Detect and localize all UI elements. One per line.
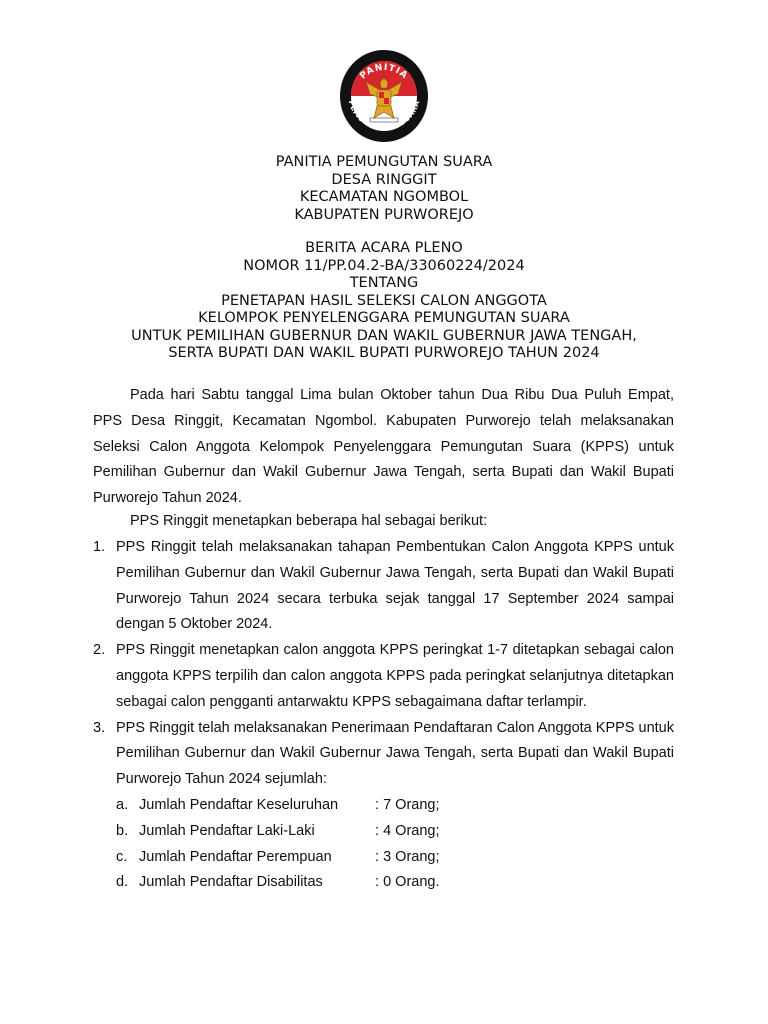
org-line-3: KECAMATAN NGOMBOL (299, 189, 469, 205)
org-line-1: PANITIA PEMUNGUTAN SUARA (275, 154, 493, 170)
sub-value: : 0 Orang. (375, 874, 440, 891)
title-line-1: BERITA ACARA PLENO (305, 240, 463, 256)
sub-list-item (116, 845, 674, 871)
sub-letter: c. (116, 848, 128, 865)
document-title (0, 240, 768, 363)
list-text: PPS Ringgit telah melaksanakan tahapan Pembentukan Calon Anggota KPPS untuk Pemilihan Gubernur dan Wakil Gubernur Jawa Tengah, serta Bupati dan Wakil Bupati Purworejo Tahun 2024 secara terbuka sejak tanggal 17 September 2024 sampai dengan 5 Oktober 2024. (116, 539, 674, 633)
intro-paragraph: PPS Ringgit menetapkan beberapa hal sebagai berikut: (130, 513, 488, 529)
sub-label: Jumlah Pendaftar Disabilitas (139, 874, 323, 891)
registrant-counts (116, 793, 674, 896)
sub-letter: a. (116, 796, 129, 813)
title-line-3: TENTANG (349, 275, 419, 291)
document-number: NOMOR 11/PP.04.2-BA/33060224/2024 (243, 257, 525, 274)
sub-list-item (116, 870, 674, 896)
sub-value: : 3 Orang; (375, 848, 440, 865)
sub-label: Jumlah Pendaftar Perempuan (139, 848, 332, 865)
title-line-4: PENETAPAN HASIL SELEKSI CALON ANGGOTA (221, 292, 547, 309)
sub-list-item (116, 819, 674, 845)
list-item (93, 716, 674, 897)
title-line-6: UNTUK PEMILIHAN GUBERNUR DAN WAKIL GUBERNUR JAWA TENGAH, (131, 327, 637, 344)
sub-label: Jumlah Pendaftar Keseluruhan (139, 796, 339, 813)
garuda-emblem-icon (336, 48, 432, 144)
list-number: 2. (93, 642, 106, 659)
opening-paragraph: Pada hari Sabtu tanggal Lima bulan Oktober tahun Dua Ribu Dua Puluh Empat, PPS Desa Ringgit, Kecamatan Ngombol. Kabupaten Purworejo telah melaksanakan Seleksi Calon Anggota Kelompok Penyelenggara Pemungutan Suara (KPPS) untuk Pemilihan Gubernur dan Wakil Gubernur Jawa Tengah, serta Bupati dan Wakil Bupati Purworejo Tahun 2024. (93, 387, 674, 507)
sub-label: Jumlah Pendaftar Laki-Laki (139, 822, 315, 839)
sub-letter: b. (116, 822, 129, 839)
list-number: 3. (93, 719, 106, 736)
list-item (93, 638, 674, 715)
org-line-2: DESA RINGGIT (331, 171, 437, 188)
sub-letter: d. (116, 874, 129, 891)
org-line-4: KABUPATEN PURWOREJO (294, 206, 474, 223)
logo-bottom-text: PEMUNGUTAN SUARA (346, 99, 422, 133)
list-item (93, 535, 674, 638)
sub-list-item (116, 793, 674, 819)
list-text: PPS Ringgit telah melaksanakan Penerimaan Pendaftaran Calon Anggota KPPS untuk Pemilihan Gubernur dan Wakil Gubernur Jawa Tengah, serta Bupati dan Wakil Bupati Purworejo Tahun 2024 sejumlah: (116, 719, 674, 788)
title-line-7: SERTA BUPATI DAN WAKIL BUPATI PURWOREJO TAHUN 2024 (168, 345, 600, 361)
sub-value: : 7 Orang; (375, 796, 440, 813)
title-line-5: KELOMPOK PENYELENGGARA PEMUNGUTAN SUARA (198, 310, 570, 326)
sub-value: : 4 Orang; (375, 822, 440, 839)
pps-logo (336, 48, 432, 144)
logo-top-text: PANITIA (358, 62, 410, 82)
organization-header (0, 154, 768, 224)
list-text: PPS Ringgit menetapkan calon anggota KPPS peringkat 1-7 ditetapkan sebagai calon anggota KPPS terpilih dan calon anggota KPPS pada peringkat selanjutnya ditetapkan sebagai calon pengganti antarwaktu KPPS sebagaimana daftar terlampir. (116, 642, 674, 710)
list-number: 1. (93, 539, 106, 555)
decision-list (93, 535, 674, 896)
